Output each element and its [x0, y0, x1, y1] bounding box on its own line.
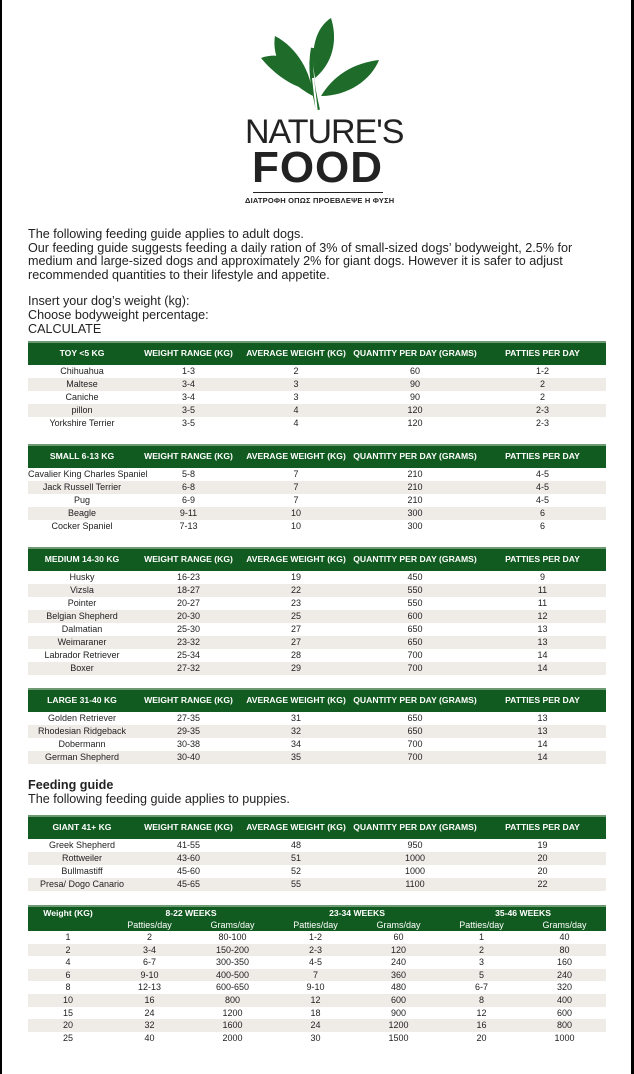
table-cell: 24 — [144, 1007, 155, 1018]
puppy-intro-text: The following feeding guide applies to puppies. — [28, 792, 290, 806]
table-cell: 15 — [62, 1007, 73, 1018]
table-cell: Cocker Spaniel — [51, 521, 113, 531]
patties-subheader: Patties/day — [108, 919, 191, 931]
table-cell: Dalmatian — [61, 624, 103, 634]
table-cell: 27 — [241, 636, 351, 649]
table-row — [28, 878, 606, 891]
table-row — [28, 481, 606, 494]
table-row — [28, 865, 606, 878]
table-cell: 30-38 — [176, 739, 201, 749]
column-header: QUANTITY PER DAY (GRAMS) — [351, 689, 479, 712]
intro-section — [28, 228, 600, 336]
table-cell: 14 — [537, 739, 548, 749]
table-cell: 9 — [539, 572, 545, 582]
table-cell: 1200 — [357, 1019, 440, 1032]
large-breeds-table — [28, 688, 606, 764]
table-cell: 7 — [293, 495, 299, 505]
column-header: WEIGHT RANGE (KG) — [136, 689, 241, 712]
table-cell: 120 — [407, 418, 423, 428]
table-cell: 1100 — [351, 878, 479, 891]
brand-name-line1: NATURE'S — [245, 113, 404, 151]
age-group-header: 23-34 WEEKS — [274, 906, 440, 919]
table-cell: Maltese — [28, 378, 136, 391]
table-cell: 20 — [537, 866, 548, 876]
table-cell: 30-40 — [136, 751, 241, 764]
table-cell: 7 — [274, 969, 357, 982]
table-cell: 25 — [62, 1032, 73, 1043]
table-cell: 45-65 — [136, 878, 241, 891]
table-row — [28, 468, 606, 481]
table-cell: 4-5 — [309, 957, 323, 968]
table-row — [28, 839, 606, 852]
table-cell: 320 — [557, 982, 573, 993]
table-cell: 9-11 — [136, 507, 241, 520]
table-row — [28, 649, 606, 662]
table-cell: 1600 — [191, 1019, 274, 1032]
table-cell: 650 — [351, 725, 479, 738]
table-cell: 4 — [241, 404, 351, 417]
table-cell: 51 — [241, 852, 351, 865]
logo-divider — [253, 192, 383, 193]
table-cell: 4 — [293, 418, 299, 428]
table-cell: 2-3 — [479, 404, 606, 417]
table-cell: 2 — [539, 392, 545, 402]
table-cell: 5 — [440, 969, 523, 982]
table-cell: Beagle — [28, 507, 136, 520]
table-cell: 11 — [479, 584, 606, 597]
table-cell: 19 — [537, 840, 548, 850]
table-cell: 1 — [65, 932, 71, 942]
table-cell: 43-60 — [136, 852, 241, 865]
table-row — [28, 1019, 606, 1032]
table-cell: 10 — [290, 521, 301, 531]
table-cell: Dobermann — [58, 739, 106, 749]
table-cell: 2 — [479, 378, 606, 391]
table-cell: Presa/ Dogo Canario — [28, 878, 136, 891]
table-row — [28, 584, 606, 597]
table-cell: 1000 — [351, 852, 479, 865]
giant-breeds-table — [28, 815, 606, 891]
table-cell: 3-4 — [108, 944, 191, 957]
table-cell: 800 — [191, 994, 274, 1007]
table-cell: 1-3 — [181, 366, 195, 376]
table-row — [28, 738, 606, 751]
table-row — [28, 725, 606, 738]
table-cell: 1 — [479, 932, 485, 942]
table-cell: 1000 — [554, 1032, 575, 1043]
table-cell: 1-2 — [535, 366, 549, 376]
table-cell: 650 — [351, 636, 479, 649]
table-row — [28, 852, 606, 865]
calculate-button[interactable]: CALCULATE — [28, 321, 102, 336]
table-row — [28, 391, 606, 404]
table-cell: 800 — [523, 1019, 606, 1032]
table-cell: 6-9 — [181, 495, 195, 505]
patties-subheader: Patties/day — [440, 919, 523, 931]
table-cell: Rhodesian Ridgeback — [28, 725, 136, 738]
brand-name-line2: FOOD — [251, 143, 384, 192]
table-cell: 23 — [290, 598, 301, 608]
patties-subheader: Patties/day — [274, 919, 357, 931]
table-cell: 1500 — [388, 1032, 409, 1043]
table-cell: 41-55 — [176, 840, 201, 850]
table-cell: Greek Shepherd — [48, 840, 116, 850]
table-cell: Boxer — [28, 662, 136, 675]
table-cell: 2000 — [222, 1032, 243, 1043]
table-row — [28, 494, 606, 507]
column-header: WEIGHT RANGE (KG) — [136, 342, 241, 365]
table-cell: 900 — [391, 1007, 407, 1018]
leaves-icon — [253, 18, 383, 114]
table-cell: 400-500 — [191, 969, 274, 982]
table-cell: 600 — [557, 1007, 573, 1018]
table-cell: 23-32 — [136, 636, 241, 649]
column-header: AVERAGE WEIGHT (KG) — [241, 445, 351, 468]
table-cell: 10 — [241, 507, 351, 520]
table-cell: 2-3 — [274, 944, 357, 957]
table-cell: 150-200 — [191, 944, 274, 957]
table-row — [28, 404, 606, 417]
table-cell: 3-5 — [136, 404, 241, 417]
table-cell: 360 — [357, 969, 440, 982]
table-cell: 700 — [407, 650, 423, 660]
table-row — [28, 944, 606, 957]
table-cell: 480 — [391, 982, 407, 993]
table-cell: 4-5 — [479, 481, 606, 494]
column-header: GIANT 41+ KG — [28, 816, 136, 839]
table-cell: 16-23 — [176, 572, 201, 582]
table-row — [28, 751, 606, 764]
puppy-intro — [28, 778, 290, 806]
table-row — [28, 931, 606, 944]
table-cell: 90 — [409, 392, 420, 402]
column-header: WEIGHT RANGE (KG) — [136, 445, 241, 468]
table-cell: Belgian Shepherd — [28, 610, 136, 623]
table-cell: 600 — [357, 994, 440, 1007]
table-cell: 34 — [290, 739, 301, 749]
table-row — [28, 571, 606, 584]
table-cell: 22 — [479, 878, 606, 891]
grams-subheader: Grams/day — [191, 919, 274, 931]
column-header: AVERAGE WEIGHT (KG) — [241, 548, 351, 571]
table-cell: 240 — [391, 957, 407, 968]
table-cell: 950 — [407, 840, 423, 850]
weight-input-label[interactable]: Insert your dog’s weight (kg): — [28, 294, 190, 309]
table-cell: 400 — [523, 994, 606, 1007]
table-cell: Golden Retriever — [47, 713, 117, 723]
table-cell: 6-8 — [136, 481, 241, 494]
table-cell: 27-32 — [136, 662, 241, 675]
table-cell: 18-27 — [136, 584, 241, 597]
table-row — [28, 610, 606, 623]
table-cell: Labrador Retriever — [44, 650, 120, 660]
table-cell: Pointer — [67, 598, 97, 608]
table-cell: 210 — [407, 469, 423, 479]
column-header: SMALL 6-13 KG — [28, 445, 136, 468]
column-header: AVERAGE WEIGHT (KG) — [241, 689, 351, 712]
table-cell: 20 — [28, 1019, 108, 1032]
table-cell: 9-10 — [108, 969, 191, 982]
table-cell: 1-2 — [309, 932, 323, 942]
table-cell: 700 — [407, 739, 423, 749]
column-header: PATTIES PER DAY — [479, 816, 606, 839]
table-cell: 6-7 — [142, 957, 156, 968]
table-cell: 3-4 — [136, 378, 241, 391]
table-cell: 32 — [241, 725, 351, 738]
table-row — [28, 597, 606, 610]
table-cell: 2 — [146, 932, 152, 942]
column-header: WEIGHT RANGE (KG) — [136, 548, 241, 571]
table-cell: 1000 — [404, 866, 426, 876]
column-header: QUANTITY PER DAY (GRAMS) — [351, 548, 479, 571]
table-cell: Caniche — [65, 392, 99, 402]
weight-column-header: Weight (KG) — [28, 906, 108, 919]
table-cell: 5-8 — [181, 469, 195, 479]
table-cell: 48 — [290, 840, 301, 850]
table-cell: 60 — [393, 932, 404, 942]
table-cell: 210 — [407, 495, 423, 505]
table-row — [28, 969, 606, 982]
table-cell: 18 — [310, 1007, 321, 1018]
column-header: WEIGHT RANGE (KG) — [136, 816, 241, 839]
table-cell: 27-35 — [176, 713, 201, 723]
grams-subheader: Grams/day — [523, 919, 606, 931]
table-cell: 120 — [357, 944, 440, 957]
empty-subheader — [28, 919, 108, 931]
table-cell: 30 — [310, 1032, 321, 1043]
table-cell: 300-350 — [215, 957, 250, 968]
table-cell: Pug — [73, 495, 90, 505]
table-row — [28, 1007, 606, 1020]
table-cell: 80 — [523, 944, 606, 957]
table-cell: 29-35 — [136, 725, 241, 738]
age-group-header: 8-22 WEEKS — [108, 906, 274, 919]
table-cell: 40 — [144, 1032, 155, 1043]
table-cell: 120 — [351, 404, 479, 417]
table-row — [28, 623, 606, 636]
column-header: QUANTITY PER DAY (GRAMS) — [351, 342, 479, 365]
age-group-header: 35-46 WEEKS — [440, 906, 606, 919]
table-cell: 650 — [407, 713, 423, 723]
table-cell: 300 — [351, 507, 479, 520]
table-cell: 3 — [293, 392, 299, 402]
table-cell: 16 — [440, 1019, 523, 1032]
column-header: AVERAGE WEIGHT (KG) — [241, 342, 351, 365]
table-cell: 25-34 — [176, 650, 201, 660]
toy-breeds-table — [28, 341, 606, 430]
table-cell: 450 — [407, 572, 423, 582]
table-cell: Yorkshire Terrier — [49, 418, 115, 428]
column-header: LARGE 31-40 KG — [28, 689, 136, 712]
table-cell: 6-7 — [475, 982, 489, 993]
table-cell: 600-650 — [215, 982, 250, 993]
table-cell: Vizsla — [28, 584, 136, 597]
column-header: TOY <5 KG — [28, 342, 136, 365]
table-cell: Chihuahua — [60, 366, 104, 376]
table-cell: 25 — [241, 610, 351, 623]
table-cell: 20 — [476, 1032, 487, 1043]
table-cell: 10 — [28, 994, 108, 1007]
table-row — [28, 378, 606, 391]
table-cell: 13 — [537, 624, 548, 634]
table-cell: 210 — [351, 481, 479, 494]
table-cell: 14 — [479, 751, 606, 764]
table-cell: 90 — [351, 378, 479, 391]
column-header: PATTIES PER DAY — [479, 342, 606, 365]
table-cell: 19 — [290, 572, 301, 582]
table-cell: 24 — [274, 1019, 357, 1032]
column-header: MEDIUM 14-30 KG — [28, 548, 136, 571]
table-cell: 14 — [479, 662, 606, 675]
table-cell: 3 — [241, 378, 351, 391]
table-row — [28, 662, 606, 675]
table-cell: Husky — [69, 572, 95, 582]
table-cell: 11 — [537, 598, 548, 608]
table-cell: 300 — [407, 521, 423, 531]
table-cell: 2 — [28, 944, 108, 957]
table-cell: 16 — [108, 994, 191, 1007]
brand-tagline: ΔΙΑΤΡΟΦΗ ΟΠΩΣ ΠΡΟΕΒΛΕΨΕ Η ΦΥΣΗ — [245, 196, 395, 205]
table-cell: 6 — [28, 969, 108, 982]
table-cell: 7-13 — [179, 521, 198, 531]
table-cell: 12 — [479, 610, 606, 623]
table-row — [28, 956, 606, 969]
table-cell: 600 — [351, 610, 479, 623]
table-row — [28, 520, 606, 533]
table-cell: 550 — [351, 584, 479, 597]
table-cell: 32 — [108, 1019, 191, 1032]
table-cell: 13 — [479, 725, 606, 738]
table-cell: 8 — [65, 982, 71, 993]
puppy-heading: Feeding guide — [28, 778, 114, 792]
table-row — [28, 365, 606, 378]
table-row — [28, 507, 606, 520]
puppy-feeding-table — [28, 905, 606, 1044]
table-row — [28, 417, 606, 430]
medium-breeds-table — [28, 547, 606, 675]
small-breeds-table — [28, 444, 606, 533]
table-cell: 25-30 — [176, 624, 201, 634]
table-cell: Weimaraner — [28, 636, 136, 649]
table-cell: 4 — [65, 957, 71, 968]
table-cell: 2 — [440, 944, 523, 957]
table-cell: 3-5 — [181, 418, 195, 428]
table-cell: 52 — [290, 866, 301, 876]
table-cell: 9-10 — [306, 982, 325, 993]
table-cell: 12 — [274, 994, 357, 1007]
table-cell: 160 — [557, 957, 573, 968]
table-cell: 40 — [559, 932, 570, 942]
table-cell: 20-27 — [176, 598, 201, 608]
table-cell: 20-30 — [136, 610, 241, 623]
table-cell: 8 — [440, 994, 523, 1007]
table-cell: 700 — [351, 751, 479, 764]
table-cell: Bullmastiff — [61, 866, 103, 876]
table-cell: 4-5 — [535, 495, 549, 505]
table-cell: 12-13 — [137, 982, 162, 993]
table-cell: 80-100 — [218, 932, 247, 942]
frame-border-left — [0, 0, 2, 1074]
table-cell: pillon — [28, 404, 136, 417]
table-cell: 35 — [241, 751, 351, 764]
table-cell: German Shepherd — [28, 751, 136, 764]
column-header: AVERAGE WEIGHT (KG) — [241, 816, 351, 839]
table-cell: 29 — [241, 662, 351, 675]
table-cell: 3 — [479, 957, 485, 968]
table-cell: 13 — [479, 636, 606, 649]
table-cell: 1200 — [222, 1007, 243, 1018]
table-cell: 7 — [293, 469, 299, 479]
column-header: PATTIES PER DAY — [479, 445, 606, 468]
table-cell: 20 — [479, 852, 606, 865]
table-cell: 650 — [407, 624, 423, 634]
column-header: QUANTITY PER DAY (GRAMS) — [351, 445, 479, 468]
table-cell: Cavalier King Charles Spaniel — [28, 469, 148, 479]
column-header: QUANTITY PER DAY (GRAMS) — [351, 816, 479, 839]
intro-line: The following feeding guide applies to adult dogs. — [28, 227, 304, 241]
percentage-select-label[interactable]: Choose bodyweight percentage: — [28, 307, 209, 322]
column-header: PATTIES PER DAY — [479, 689, 606, 712]
table-cell: 22 — [241, 584, 351, 597]
table-row — [28, 636, 606, 649]
table-cell: 28 — [290, 650, 301, 660]
table-cell: Jack Russell Terrier — [28, 481, 136, 494]
table-cell: 45-60 — [176, 866, 201, 876]
table-cell: 4-5 — [535, 469, 549, 479]
table-cell: 3-4 — [181, 392, 195, 402]
table-cell: 31 — [290, 713, 301, 723]
table-cell: 7 — [241, 481, 351, 494]
table-cell: 240 — [523, 969, 606, 982]
table-cell: Rottweiler — [28, 852, 136, 865]
table-cell: 27 — [290, 624, 301, 634]
column-header: PATTIES PER DAY — [479, 548, 606, 571]
table-row — [28, 1032, 606, 1045]
table-cell: 6 — [539, 521, 545, 531]
table-cell: 14 — [537, 650, 548, 660]
table-cell: 550 — [407, 598, 423, 608]
table-row — [28, 981, 606, 994]
table-cell: 60 — [409, 366, 420, 376]
table-cell: 55 — [241, 878, 351, 891]
table-cell: 2 — [293, 366, 299, 376]
intro-paragraph: Our feeding guide suggests feeding a daily ration of 3% of small-sized dogs’ bodyweight, 2.5% for medium and large-sized dogs and approximately 2% for giant dogs. However it is safer to adjust recommended quantities to their lifestyle and appetite. — [28, 240, 573, 282]
table-cell: 6 — [479, 507, 606, 520]
table-cell: 12 — [476, 1007, 487, 1018]
natures-food-logo — [245, 18, 404, 208]
table-cell: 2-3 — [535, 418, 549, 428]
table-row — [28, 994, 606, 1007]
table-cell: 13 — [537, 713, 548, 723]
grams-subheader: Grams/day — [357, 919, 440, 931]
table-row — [28, 712, 606, 725]
table-cell: 700 — [351, 662, 479, 675]
